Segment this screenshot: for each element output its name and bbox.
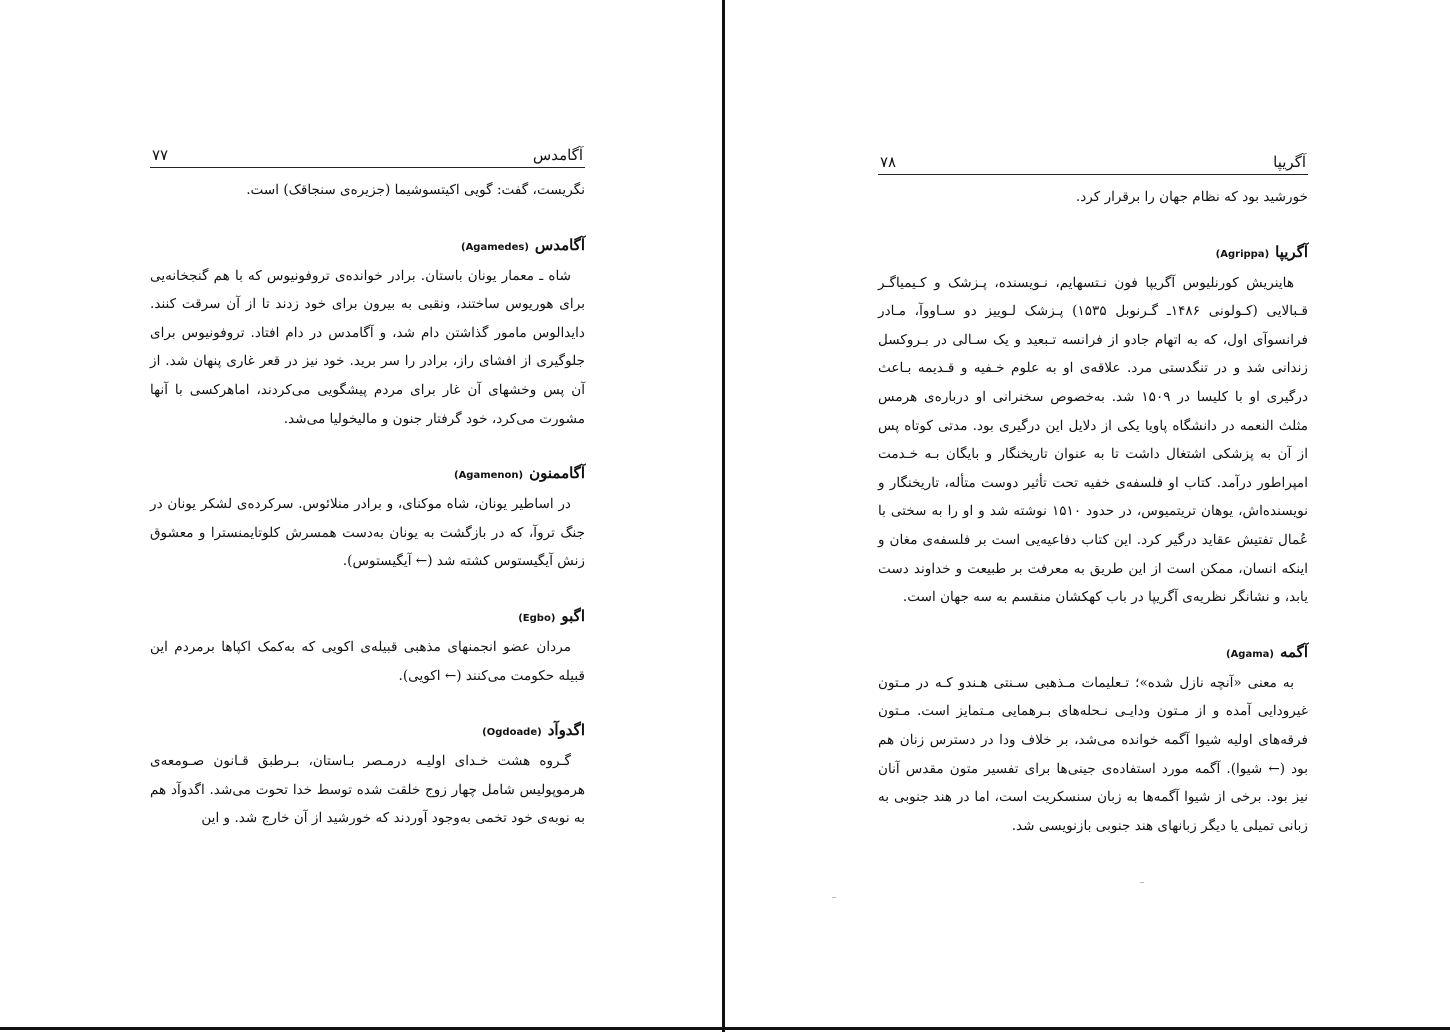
page-gutter-line bbox=[722, 0, 725, 1032]
right-running-title: آگریپا bbox=[1273, 153, 1306, 171]
left-continuation-text: نگریست، گفت: گویی اکیتسوشیما (جزیره‌ی سنجاقک) است. bbox=[246, 182, 585, 198]
scan-bottom-edge bbox=[0, 1027, 1450, 1030]
entry-title: اگدوآد bbox=[547, 721, 585, 740]
entry-title: آگاممنون bbox=[529, 464, 585, 483]
right-page-number: ۷۸ bbox=[880, 153, 897, 171]
entry-heading bbox=[150, 459, 585, 490]
entry-latin-name: (Agama) bbox=[1225, 648, 1274, 660]
entry-heading bbox=[150, 231, 585, 262]
entry-title: آگامدس bbox=[534, 235, 585, 254]
entry-agamemnon bbox=[150, 459, 585, 576]
entry-text: در اساطیر یونان، شاه موکنای، و برادر منلائوس. سرکرده‌ی لشکر یونان در جنگ تروآ، که در بازگشت به یونان به‌دست همسرش کلوتایمنسترا و معشوق زنش آیگیستوس کشته شد (← آیگیستوس). bbox=[150, 496, 585, 570]
entry-text: گـروه هشت خـدای اولیـه درمـصر بـاستان، بـرطبق قـانون صـومعه‌ی هرموپولیس شامل چهار زوج خلقت شده توسط خدا تحوت می‌شد. اگدوآد هم به نوبه‌ی خود تخمی به‌وجود آوردند که خورشید از آن خارج شد. و این bbox=[150, 753, 585, 827]
entry-text: شاه ـ معمار یونان باستان. برادر خوانده‌ی تروفونیوس که با هم گنجخانه‌یی برای هوریوس ساختند، ونقبی به بیرون برای خود زدند تا از آن سرقت کنند. دایدالوس مامور گذاشتن دام شد، و آگامدس در دام افتاد. تروفونیوس برای جلوگیری از افشای راز، برادر را سر برید. خود نیز در قعر غاری پنهان شد. از آن پس وخشهای آن غار برای مردم پیشگویی می‌کردند، اماهرکسی با آنها مشورت می‌کرد، خود گرفتار جنون و مالیخولیا می‌شد. bbox=[150, 267, 585, 427]
entry-heading bbox=[878, 638, 1308, 669]
right-page bbox=[878, 150, 1308, 840]
entry-egbo bbox=[150, 602, 585, 690]
right-continuation-text: خورشید بود که نظام جهان را برقرار کرد. bbox=[1075, 189, 1308, 205]
entry-title: آگمه bbox=[1279, 642, 1308, 661]
entry-text: به معنی «آنچه نازل شده»؛ تـعلیمات مـذهبی سـنتی هـندو کـه در مـتون غیرودایی آمده و از مـتون ودایـی نـحله‌های بـرهمایی مـتمایز است. مـتون فرقه‌های اولیه شیوا آگمه خوانده می‌شد، بر خلاف ودا در دسترس زنان هم بود (← شیوا). آگمه مورد استفاده‌ی جینی‌ها برای تفسیر متون مقدس آنان نیز بود. برخی از شیوا آگمه‌ها به زبان سنسکریت است، اما در هند جنوبی به زبانی تمیلی یا دیگر زبانهای هند جنوبی بازنویسی شد. bbox=[878, 674, 1308, 834]
entry-latin-name: (Agamenon) bbox=[453, 470, 524, 482]
entry-title: آگریپا bbox=[1275, 242, 1308, 261]
entry-ogdoade bbox=[150, 716, 585, 833]
entry-text: مردان عضو انجمنهای مذهبی قبیله‌ی اکویی که به‌کمک اکپاها برمردم این قبیله حکومت می‌کنند (← اکویی). bbox=[150, 638, 585, 684]
scan-speck bbox=[1140, 882, 1144, 883]
entry-heading bbox=[150, 716, 585, 747]
entry-latin-name: (Agamedes) bbox=[460, 241, 529, 253]
entry-agamedes bbox=[150, 231, 585, 434]
left-running-title: آگامدس bbox=[532, 146, 583, 164]
right-running-head bbox=[878, 150, 1308, 175]
left-page bbox=[150, 143, 585, 833]
entry-agama bbox=[878, 638, 1308, 841]
entry-agrippa bbox=[878, 238, 1308, 612]
entry-title: اگبو bbox=[561, 606, 585, 625]
entry-latin-name: (Agrippa) bbox=[1215, 248, 1270, 260]
scan-speck bbox=[832, 897, 836, 898]
entry-text: هاینریش کورنلیوس آگریپا فون نـتسهایم، نـویسنده، پـزشک و کـیمیاگـر قـبالایی (کـولونی ۱۴۸۶ـ گـرنوبل ۱۵۳۵) پـزشک لـوییز دو سـاووآ، مـادر فرانسوآی اول، که به اتهام جادو از فرانسه تـبعید و یک سـالی در بـروکسل زندانی شد و در تنگدستی مرد. علاقه‌ی او به علوم خـفیه و قـدیمه بـاعث درگیری او با کلیسا در ۱۵۰۹ شد. به‌خصوص سخنرانی او درباره‌ی هرمس مثلث النعمه در دانشگاه پاویا یکی از دلایل این درگیری بود. مدتی کوتاه پس از آن به پزشکی اشتغال داشت تا به عنوان تاریخنگار و بایگان بـه خـدمت امپراطور درآمد. کتاب او فلسفه‌ی خفیه تحت تأثیر دوست متأله، تاریخنگار و نویسنده‌اش، یوهان تریتمیوس، در حدود ۱۵۱۰ نوشته شد و او را به سختی با عُمال تفتیش عقاید درگیر کرد. این کتاب دفاعیه‌یی است بر فلسفه‌ی مغان و اینکه انسان، ممکن است از این طریق به معرفت بر طبیعت و خداوند دست یابد، و نشانگر نظریه‌ی آگریپا در باب کهکشان منقسم به سه جهان است. bbox=[878, 274, 1309, 606]
entry-heading bbox=[150, 602, 585, 633]
entry-latin-name: (Ogdoade) bbox=[482, 727, 542, 739]
left-page-number: ۷۷ bbox=[152, 146, 169, 164]
entry-latin-name: (Egbo) bbox=[518, 612, 556, 624]
entry-heading bbox=[878, 238, 1308, 269]
left-running-head bbox=[150, 143, 585, 168]
